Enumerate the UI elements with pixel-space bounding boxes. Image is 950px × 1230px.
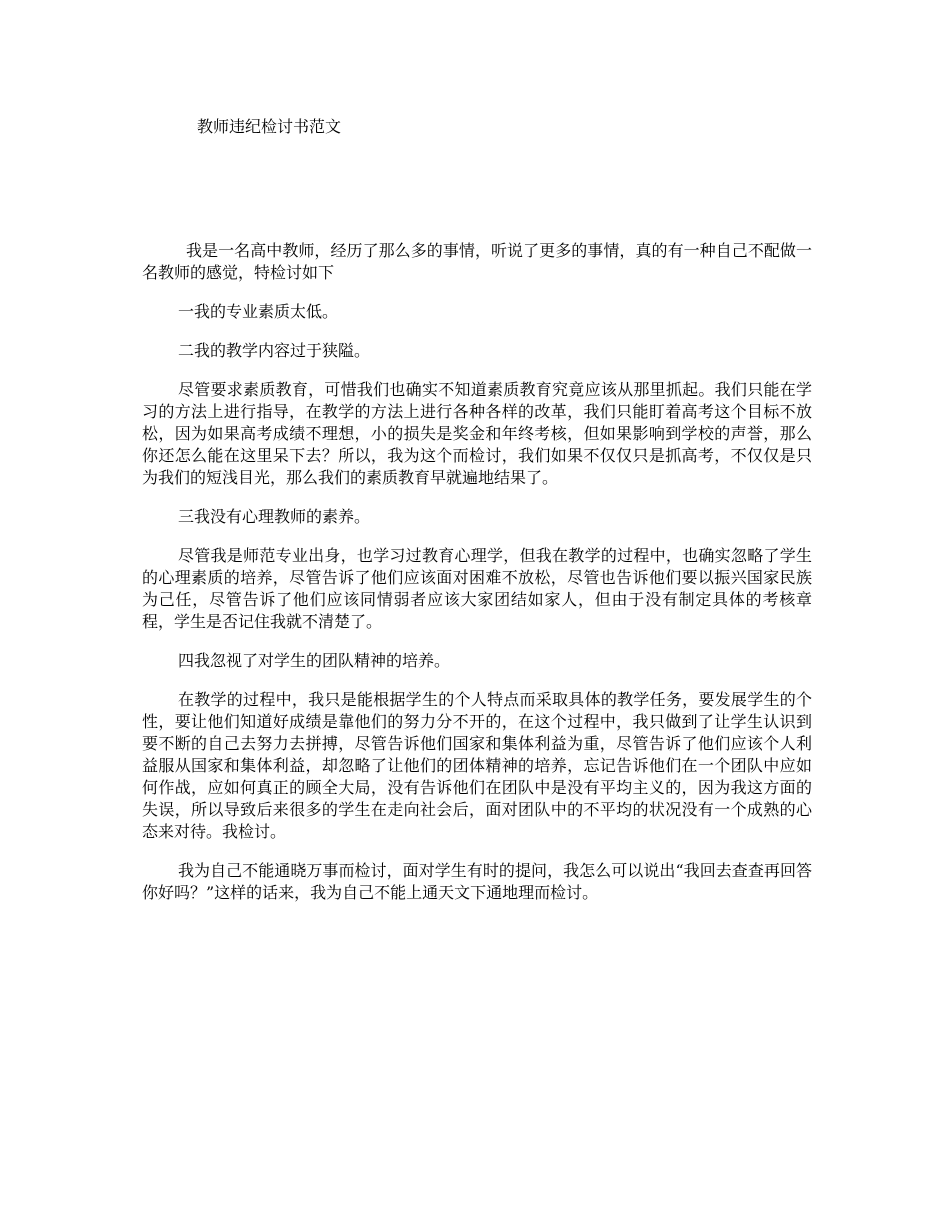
paragraph-point-four-detail: 在教学的过程中，我只是能根据学生的个人特点而采取具体的教学任务，要发展学生的个性，要让他们知道好成绩是靠他们的努力分不开的，在这个过程中，我只做到了让学生认识到要不断的自己去努力去拼搏，尽管告诉他们国家和集体利益为重，尽管告诉了他们应该个人利益服从国家和集体利益，却忽略了让他们的团体精神的培养，忘记告诉他们在一个团队中应如何作战，应如何真正的顾全大局，没有告诉他们在团队中是没有平均主义的，因为我这方面的失误，所以导致后来很多的学生在走向社会后，面对团队中的不平均的状况没有一个成熟的心态来对待。我检讨。 [142,690,812,841]
paragraph-intro: 我是一名高中教师，经历了那么多的事情，听说了更多的事情，真的有一种自己不配做一名教师的感觉，特检讨如下 [142,241,812,282]
paragraph-point-three: 三我没有心理教师的素养。 [178,507,371,526]
paragraph-point-three-detail: 尽管我是师范专业出身，也学习过教育心理学，但我在教学的过程中，也确实忽略了学生的心理素质的培养，尽管告诉了他们应该面对困难不放松，尽管也告诉他们要以振兴国家民族为己任，尽管告诉了他们应该同情弱者应该大家团结如家人，但由于没有制定具体的考核章程，学生是否记住我就不清楚了。 [142,546,812,631]
paragraph-point-two: 二我的教学内容过于狭隘。 [178,341,371,360]
document-body [142,240,812,921]
paragraph-point-four: 四我忽视了对学生的团队精神的培养。 [178,651,451,670]
paragraph-point-two-detail: 尽管要求素质教育，可惜我们也确实不知道素质教育究竟应该从那里抓起。我们只能在学习的方法上进行指导，在教学的方法上进行各种各样的改革，我们只能盯着高考这个目标不放松，因为如果高考成绩不理想，小的损失是奖金和年终考核，但如果影响到学校的声誉，那么你还怎么能在这里呆下去？所以，我为这个而检讨，我们如果不仅仅只是抓高考，不仅仅是只为我们的短浅目光，那么我们的素质教育早就遍地结果了。 [142,380,812,487]
paragraph-conclusion: 我为自己不能通晓万事而检讨，面对学生有时的提问，我怎么可以说出“我回去查查再回答你好吗？”这样的话来，我为自己不能上通天文下通地理而检讨。 [142,861,812,902]
document-title: 教师违纪检讨书范文 [197,117,342,136]
paragraph-point-one: 一我的专业素质太低。 [178,302,339,321]
